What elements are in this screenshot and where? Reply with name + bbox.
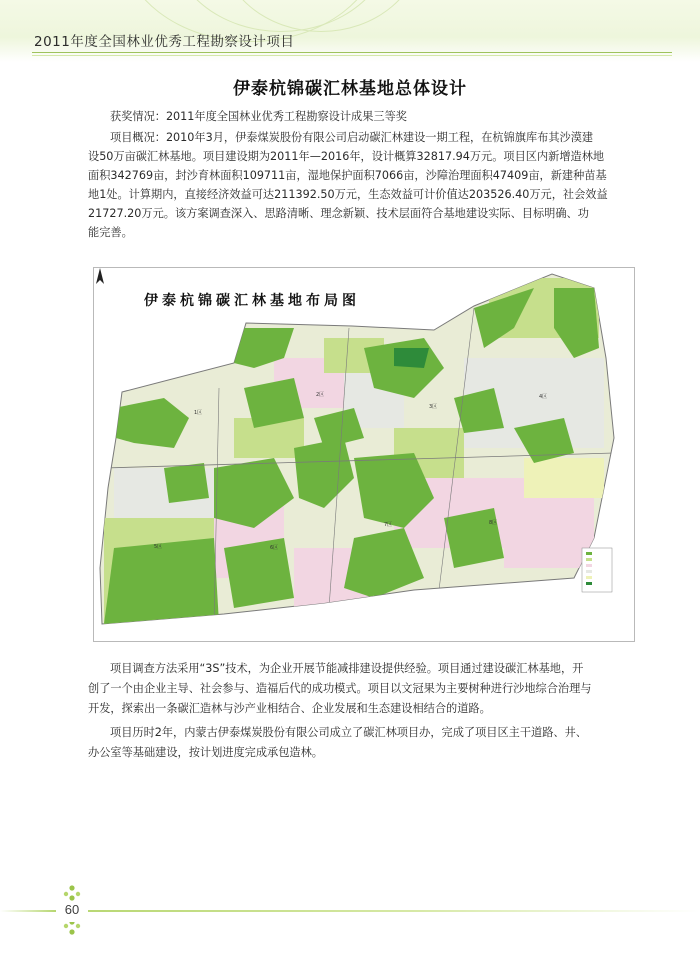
overview-line: 设50万亩碳汇林基地。项目建设期为2011年—2016年，设计概算32817.94万元。项目区内新增造林地 [88,150,605,163]
forest-patch [104,538,219,624]
forest-patch [224,538,294,608]
zone-label: 8区 [489,520,498,526]
north-arrow-icon [94,268,106,290]
zone-label: 4区 [539,394,548,400]
method-line: 项目调查方法采用“3S”技术，为企业开展节能减排建设提供经验。项目通过建设碳汇林基地，开 [110,662,584,675]
legend-swatch [586,552,592,555]
article-title: 伊泰杭锦碳汇林基地总体设计 [233,79,467,99]
land-patch [524,458,604,498]
map-title: 伊泰杭锦碳汇林基地布局图 [144,293,360,309]
zone-label: 3区 [429,404,438,410]
forest-patch [394,348,429,368]
forest-patch [164,463,209,503]
zone-label: 2区 [316,392,325,398]
footer-divider [0,910,700,912]
overview-line: 21727.20万元。该方案调查深入、思路清晰、理念新颖、技术层面符合基地建设实际、目标明确、功 [88,207,589,220]
zone-label: 7区 [384,522,393,528]
legend-swatch [586,582,592,585]
award-text: 获奖情况：2011年度全国林业优秀工程勘察设计成果三等奖 [110,110,407,123]
forest-patch [444,508,504,568]
legend-swatch [586,576,592,579]
method-line: 开发，探索出一条碳汇造林与沙产业相结合、企业发展和生态建设相结合的道路。 [88,702,491,715]
zone-label: 1区 [194,410,203,416]
overview-line: 面积342769亩，封沙育林面积109711亩，湿地保护面积7066亩，沙障治理面积47409亩，新建种苗基 [88,169,607,182]
legend-swatch [586,558,592,561]
header-divider [32,52,672,53]
zone-label: 5区 [154,544,163,550]
layout-map-graphic [94,268,634,641]
layout-map-figure [93,267,635,642]
legend-swatch [586,564,592,567]
zone-label: 6区 [270,545,279,551]
method-line: 创了一个由企业主导、社会参与、造福后代的成功模式。项目以文冠果为主要树种进行沙地综合治理与 [88,682,592,695]
overview-line: 能完善。 [88,226,133,239]
page-number: 60 [56,902,88,922]
history-line: 项目历时2年，内蒙古伊泰煤炭股份有限公司成立了碳汇林项目办，完成了项目区主干道路、井、 [110,726,587,739]
legend-swatch [586,570,592,573]
overview-line: 项目概况：2010年3月，伊泰煤炭股份有限公司启动碳汇林建设一期工程，在杭锦旗库布其沙漠建 [110,131,594,144]
header-divider-light [32,55,672,56]
running-header-title: 2011年度全国林业优秀工程勘察设计项目 [34,34,295,50]
overview-line: 地1处。计算期内，直接经济效益可达211392.50万元，生态效益可计价值达203526.40万元，社会效益 [88,188,608,201]
history-line: 办公室等基础建设，按计划进度完成承包造林。 [88,746,323,759]
